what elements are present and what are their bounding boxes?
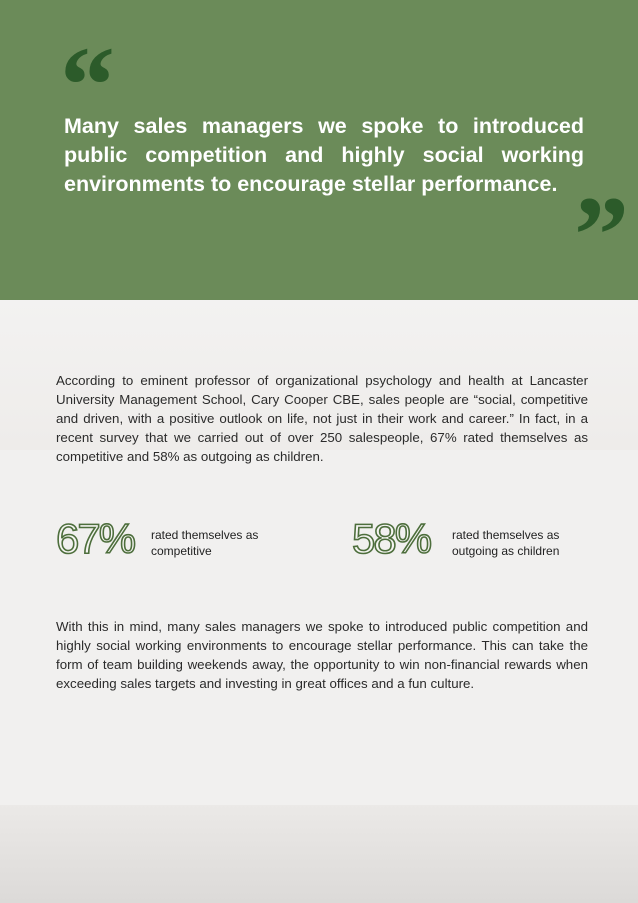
- pull-quote: Many sales managers we spoke to introduced public competition and highly social working environments to encourage stellar performance.: [64, 114, 584, 196]
- body-paragraph: With this in mind, many sales managers we spoke to introduced public competition and highly social working environments to encourage stellar performance. This can take the form of team building weekends away, the opportunity to win non-financial rewards when exceeding sales targets and investing in great offices and a fun culture.: [56, 619, 588, 691]
- quote-banner: [0, 0, 638, 300]
- stat-label: rated themselves as outgoing as children: [452, 528, 560, 558]
- footer-band: [0, 805, 638, 903]
- stat-label: rated themselves as competitive: [151, 528, 259, 558]
- open-quote-icon: “: [60, 24, 115, 146]
- close-quote-icon: ”: [574, 174, 629, 296]
- body-paragraph: According to eminent professor of organizational psychology and health at Lancaster University Management School, Cary Cooper CBE, sales people are “social, competitive and driven, with a positive outlook on life, not just in their work and career.” In fact, in a recent survey that we carried out of over 250 salespeople, 67% rated themselves as competitive and 58% as outgoing as children.: [56, 373, 588, 464]
- stat-value: 67%: [56, 515, 135, 562]
- stat-value: 58%: [352, 515, 431, 562]
